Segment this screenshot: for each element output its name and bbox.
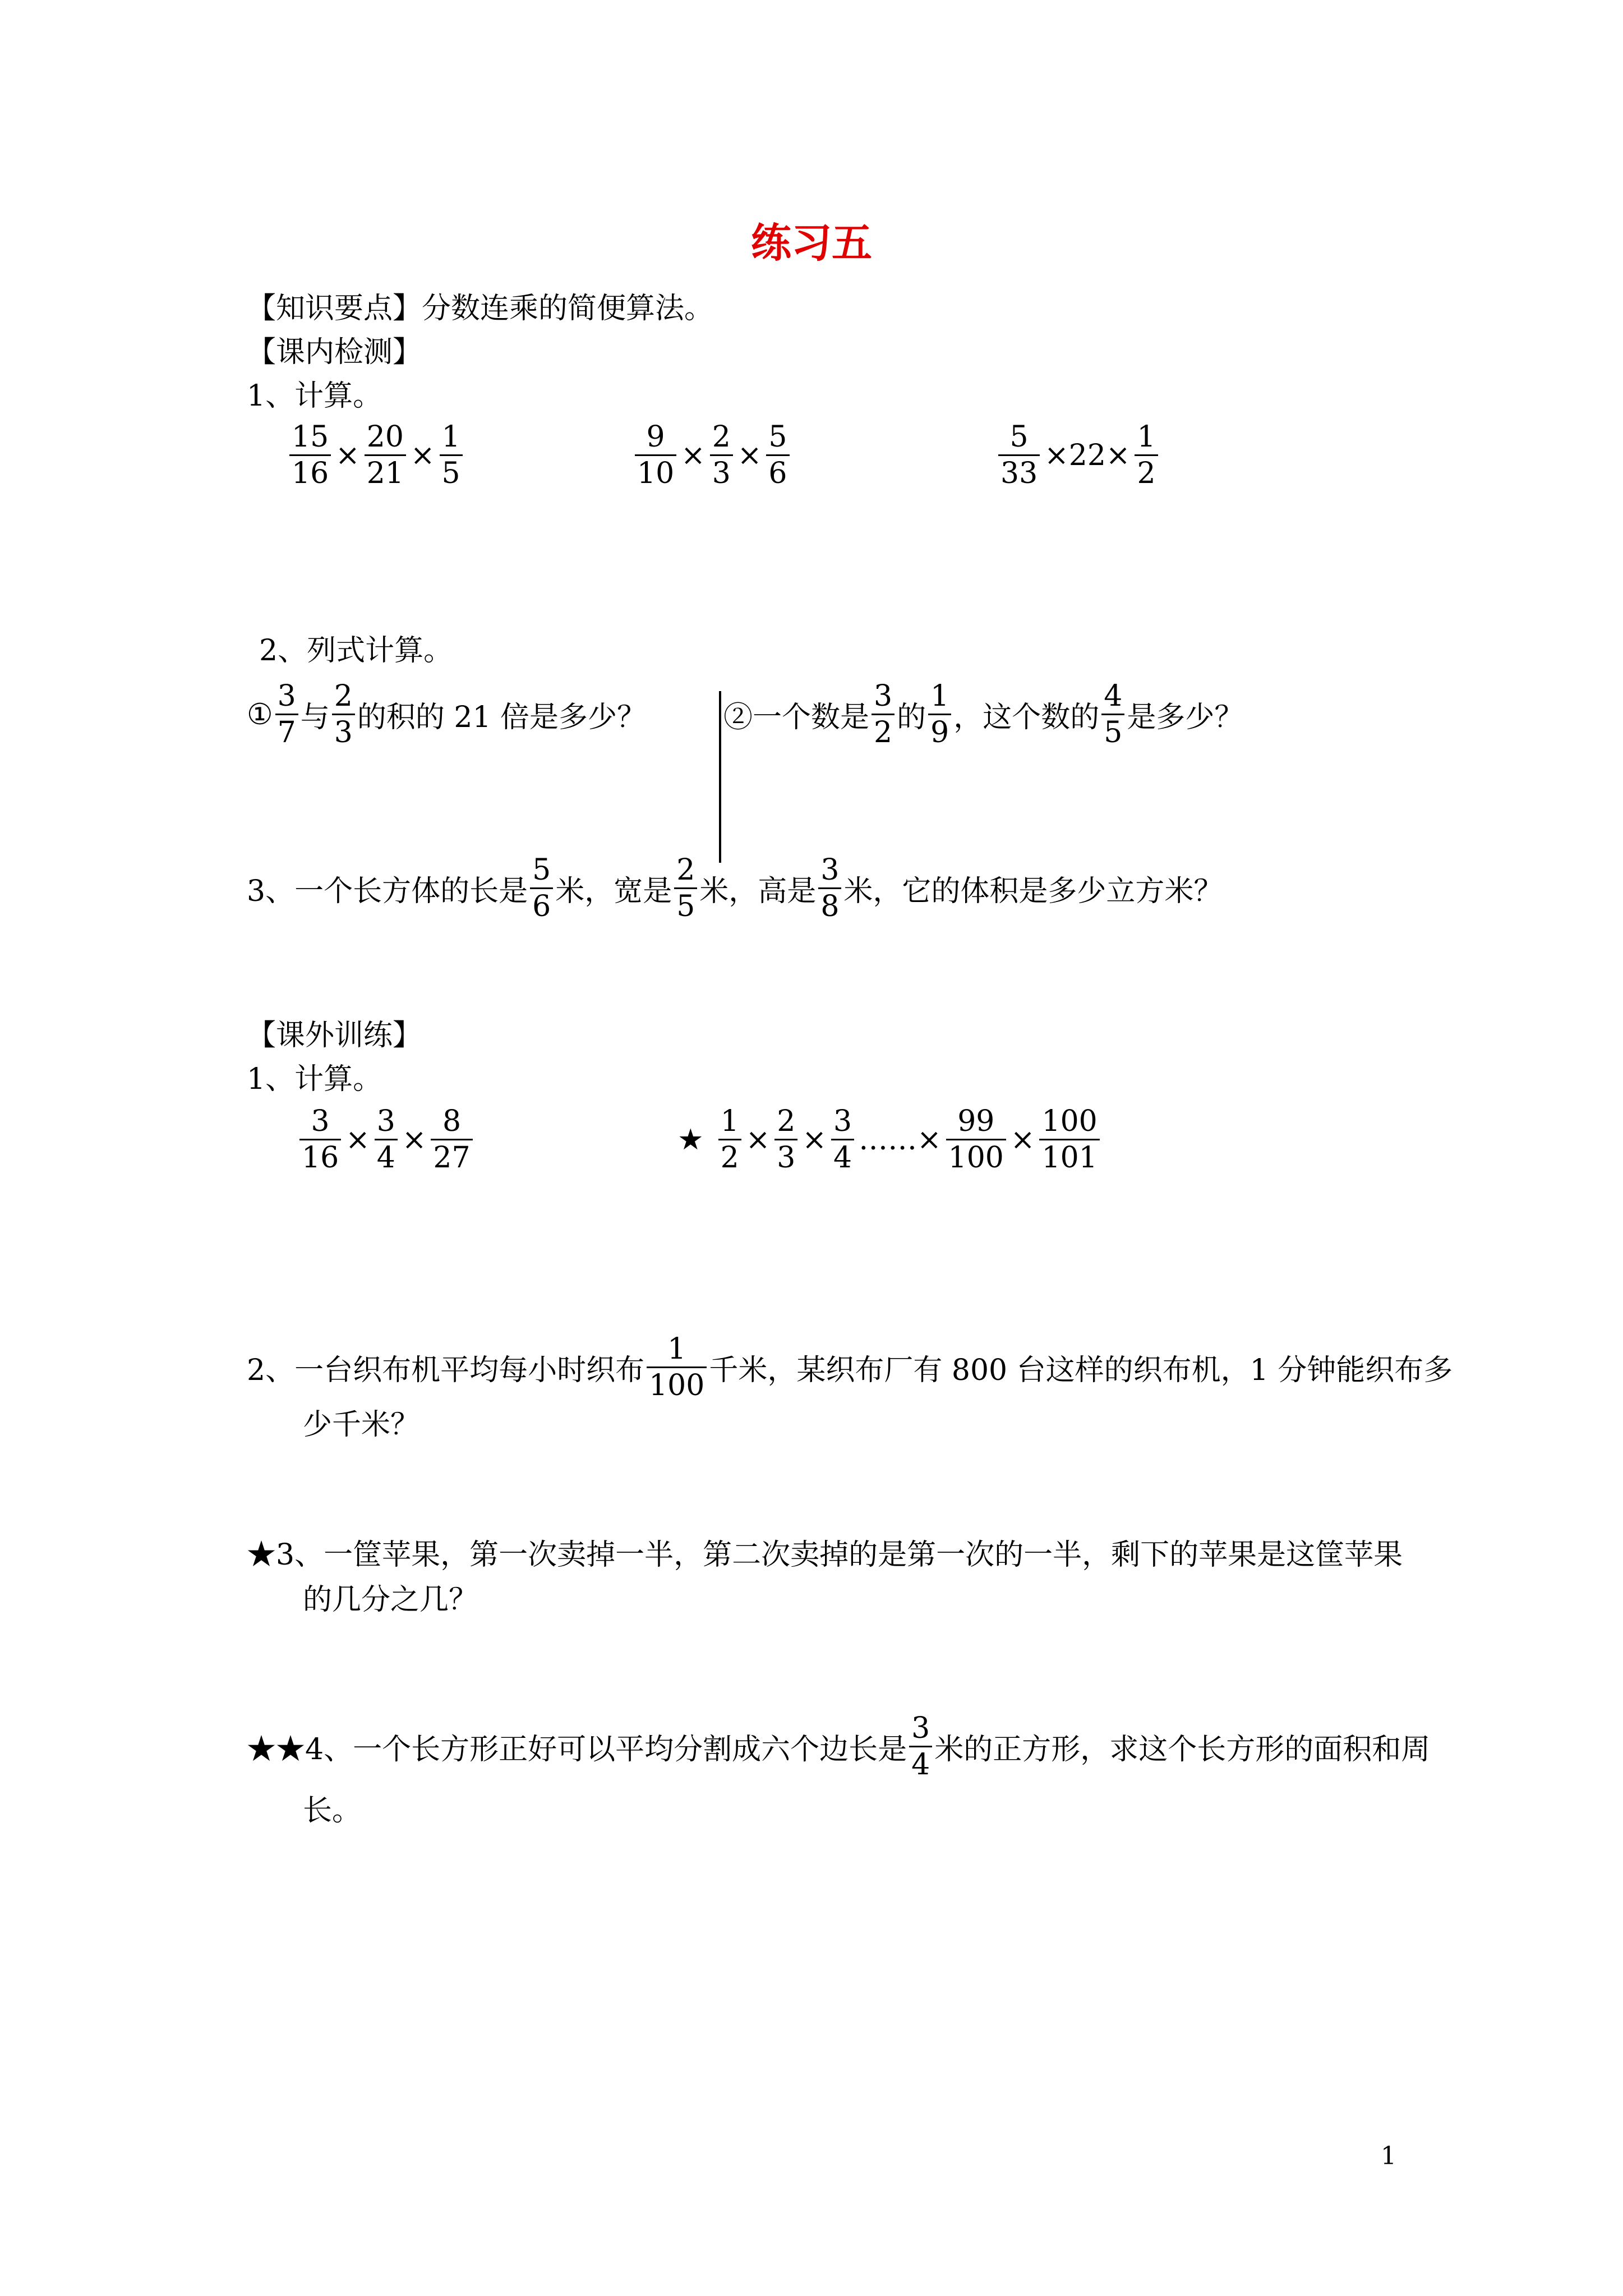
section-in-class: 【课内检测】 — [247, 335, 422, 369]
out-question-4: ★★4、一个长方形正好可以平均分割成六个边长是 $\frac{3}{4}$ 米的正方形，求这个长方形的面积和周 — [247, 1711, 1431, 1782]
fraction: $\frac{1}{2}$ — [718, 1104, 741, 1175]
fraction: $\frac{8}{27}$ — [431, 1104, 472, 1175]
knowledge-points: 【知识要点】分数连乘的简便算法。 — [247, 292, 714, 325]
fraction: $\frac{3}{7}$ — [275, 679, 298, 750]
page-title: 练习五 — [750, 219, 872, 266]
section-after-class: 【课外训练】 — [247, 1019, 422, 1052]
out-question-2: 2、一台织布机平均每小时织布 $\frac{1}{100}$ 千米，某织布厂有 800 台这样的织布机，1 分钟能织布多 — [247, 1332, 1453, 1402]
fraction: $\frac{3}{16}$ — [299, 1104, 341, 1175]
fraction: $\frac{9}{10}$ — [635, 420, 676, 491]
fraction: $\frac{1}{9}$ — [928, 679, 951, 750]
divider-line — [719, 691, 721, 863]
fraction: $\frac{100}{101}$ — [1039, 1104, 1099, 1175]
fraction: $\frac{5}{6}$ — [766, 420, 789, 491]
fraction: $\frac{2}{3}$ — [332, 679, 355, 750]
fraction: $\frac{3}{4}$ — [909, 1711, 932, 1782]
out-expression-1: $\frac{3}{16}$ × $\frac{3}{4}$ × $\frac{8}{27}$ — [297, 1104, 475, 1175]
fraction: $\frac{2}{5}$ — [674, 853, 697, 924]
question-1-label: 1、计算。 — [247, 379, 382, 413]
question-2a: ① $\frac{3}{7}$ 与 $\frac{2}{3}$ 的积的 21 倍是多少？ — [247, 679, 647, 749]
out-expression-2: ★ $\frac{1}{2}$ × $\frac{2}{3}$ × $\frac{3}{4}$ ……× $\frac{99}{100}$ × $\frac{100}{101}$ — [675, 1104, 1102, 1175]
fraction: $\frac{3}{4}$ — [375, 1104, 398, 1175]
in-expression-3: $\frac{5}{33}$ ×22× $\frac{1}{2}$ — [996, 420, 1160, 491]
out-question-2-line2: 少千米？ — [303, 1408, 420, 1442]
fraction: $\frac{99}{100}$ — [946, 1104, 1006, 1175]
out-question-1-label: 1、计算。 — [247, 1062, 382, 1096]
page-number: 1 — [1381, 2142, 1396, 2170]
fraction: $\frac{1}{100}$ — [647, 1332, 707, 1403]
fraction: $\frac{2}{3}$ — [774, 1104, 797, 1175]
fraction: $\frac{2}{3}$ — [710, 420, 733, 491]
fraction: $\frac{15}{16}$ — [289, 420, 331, 491]
fraction: $\frac{1}{5}$ — [440, 420, 463, 491]
out-question-4-line2: 长。 — [303, 1794, 362, 1828]
in-expression-2: $\frac{9}{10}$ × $\frac{2}{3}$ × $\frac{5}{6}$ — [633, 420, 792, 491]
fraction: $\frac{4}{5}$ — [1101, 679, 1124, 750]
fraction: $\frac{20}{21}$ — [365, 420, 406, 491]
question-3: 3、一个长方体的长是 $\frac{5}{6}$ 米，宽是 $\frac{2}{5}$ 米，高是 $\frac{3}{8}$ 米，它的体积是多少立方米？ — [247, 853, 1223, 923]
fraction: $\frac{3}{8}$ — [818, 853, 841, 924]
star-icon: ★ — [677, 1122, 704, 1157]
in-expression-1: $\frac{15}{16}$ × $\frac{20}{21}$ × $\frac{1}{5}$ — [287, 420, 465, 491]
out-question-3-line2: 的几分之几？ — [303, 1583, 478, 1617]
fraction: $\frac{1}{2}$ — [1135, 420, 1158, 491]
fraction: $\frac{5}{6}$ — [530, 853, 553, 924]
question-2b: ②一个数是 $\frac{3}{2}$ 的 $\frac{1}{9}$ ，这个数的 $\frac{4}{5}$ 是多少？ — [723, 679, 1244, 749]
fraction: $\frac{3}{4}$ — [831, 1104, 854, 1175]
fraction: $\frac{5}{33}$ — [998, 420, 1040, 491]
fraction: $\frac{3}{2}$ — [872, 679, 895, 750]
question-2-label: 2、列式计算。 — [259, 634, 453, 668]
out-question-3: ★3、一筐苹果，第一次卖掉一半，第二次卖掉的是第一次的一半，剩下的苹果是这筐苹果 — [247, 1538, 1403, 1572]
